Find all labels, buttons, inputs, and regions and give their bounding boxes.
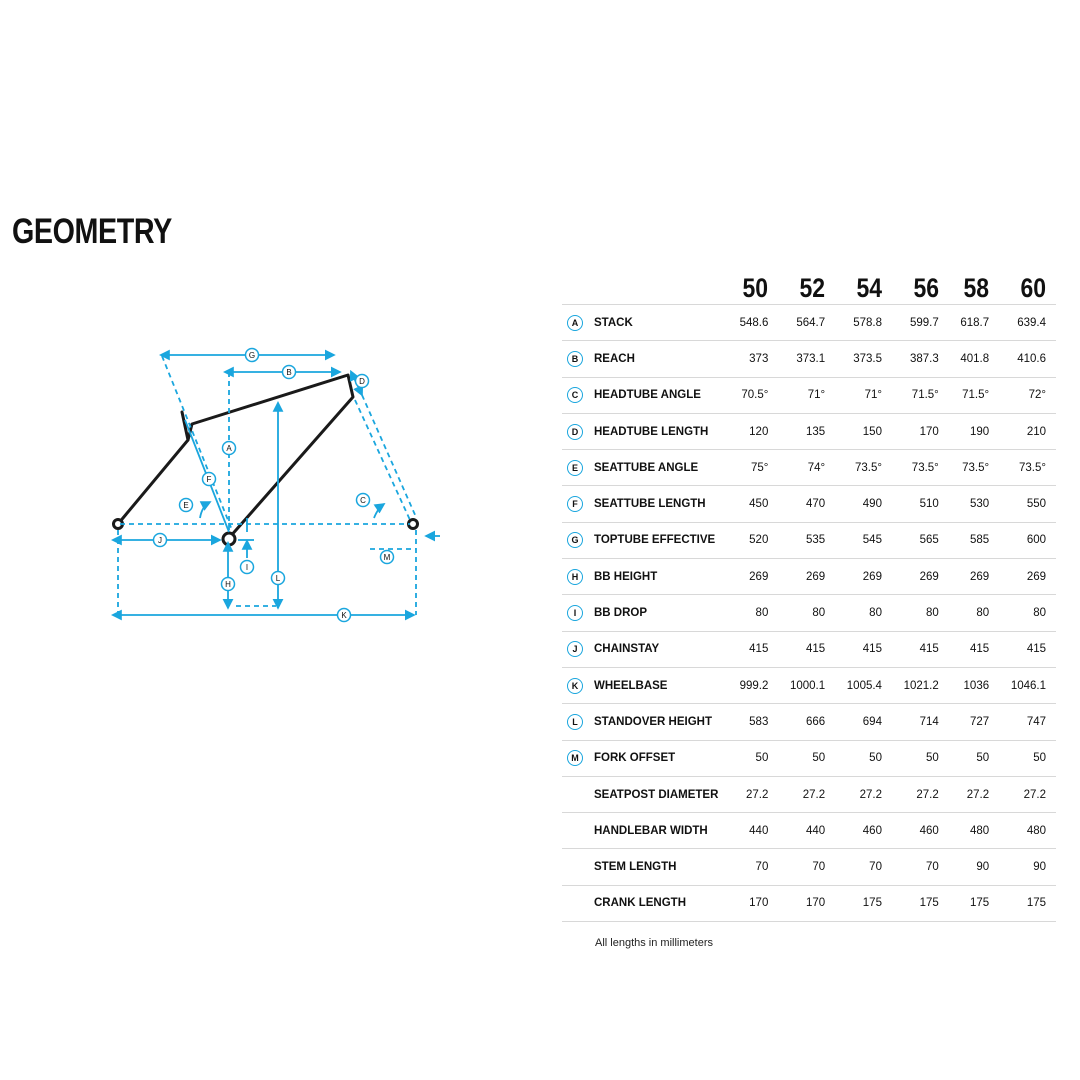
table-cell: 530 xyxy=(949,486,999,522)
table-cell: 27.2 xyxy=(778,776,835,812)
label-h xyxy=(222,578,235,591)
table-cell: 1046.1 xyxy=(999,667,1056,703)
table-cell: 550 xyxy=(999,486,1056,522)
dimension-key-badge: B xyxy=(567,351,583,367)
table-cell: 70.5° xyxy=(728,377,778,413)
table-cell: 618.7 xyxy=(949,305,999,341)
row-badge-cell xyxy=(562,849,586,885)
dimension-key-badge: D xyxy=(567,424,583,440)
table-row xyxy=(562,305,1056,341)
row-label: FORK OFFSET xyxy=(586,740,728,776)
dimension-key-badge: L xyxy=(567,714,583,730)
table-row xyxy=(562,450,1056,486)
dimension-key-badge: J xyxy=(567,641,583,657)
table-cell: 401.8 xyxy=(949,341,999,377)
size-header-row xyxy=(562,262,1056,305)
label-e xyxy=(180,499,193,512)
table-cell: 269 xyxy=(728,559,778,595)
table-cell: 535 xyxy=(778,522,835,558)
table-cell: 73.5° xyxy=(999,450,1056,486)
geometry-table xyxy=(562,262,1056,922)
row-badge-cell xyxy=(562,486,586,522)
dimension-key-badge: K xyxy=(567,678,583,694)
dimension-key-badge: E xyxy=(567,460,583,476)
row-label: STANDOVER HEIGHT xyxy=(586,704,728,740)
size-header: 50 xyxy=(728,262,778,305)
table-cell: 415 xyxy=(728,631,778,667)
table-cell: 694 xyxy=(835,704,892,740)
table-cell: 639.4 xyxy=(999,305,1056,341)
size-header: 54 xyxy=(835,262,892,305)
table-cell: 269 xyxy=(949,559,999,595)
row-badge-cell xyxy=(562,377,586,413)
dimension-key-badge: F xyxy=(567,496,583,512)
table-cell: 269 xyxy=(892,559,949,595)
label-m xyxy=(381,551,394,564)
table-row xyxy=(562,522,1056,558)
table-cell: 80 xyxy=(892,595,949,631)
table-cell: 510 xyxy=(892,486,949,522)
row-badge-cell xyxy=(562,704,586,740)
table-cell: 460 xyxy=(892,813,949,849)
table-cell: 727 xyxy=(949,704,999,740)
row-label: BB HEIGHT xyxy=(586,559,728,595)
size-header: 52 xyxy=(778,262,835,305)
label-a xyxy=(223,442,236,455)
row-label: SEATTUBE ANGLE xyxy=(586,450,728,486)
table-cell: 27.2 xyxy=(999,776,1056,812)
page-title: GEOMETRY xyxy=(12,212,172,251)
row-label: HEADTUBE ANGLE xyxy=(586,377,728,413)
table-row xyxy=(562,559,1056,595)
label-k xyxy=(338,609,351,622)
label-i xyxy=(241,561,254,574)
table-cell: 470 xyxy=(778,486,835,522)
table-cell: 80 xyxy=(835,595,892,631)
table-cell: 73.5° xyxy=(892,450,949,486)
table-cell: 999.2 xyxy=(728,667,778,703)
size-header: 56 xyxy=(892,262,949,305)
table-cell: 150 xyxy=(835,413,892,449)
size-header: 58 xyxy=(949,262,999,305)
table-cell: 170 xyxy=(778,885,835,921)
table-cell: 175 xyxy=(892,885,949,921)
label-j xyxy=(154,534,167,547)
table-row xyxy=(562,341,1056,377)
table-cell: 70 xyxy=(778,849,835,885)
table-cell: 72° xyxy=(999,377,1056,413)
table-cell: 70 xyxy=(728,849,778,885)
label-c xyxy=(357,494,370,507)
row-badge-cell xyxy=(562,631,586,667)
table-cell: 70 xyxy=(835,849,892,885)
table-cell: 74° xyxy=(778,450,835,486)
table-cell: 415 xyxy=(892,631,949,667)
table-cell: 90 xyxy=(949,849,999,885)
row-label: SEATTUBE LENGTH xyxy=(586,486,728,522)
row-label: REACH xyxy=(586,341,728,377)
table-cell: 1036 xyxy=(949,667,999,703)
table-cell: 440 xyxy=(728,813,778,849)
table-cell: 170 xyxy=(892,413,949,449)
table-cell: 50 xyxy=(892,740,949,776)
table-cell: 1000.1 xyxy=(778,667,835,703)
row-badge-cell xyxy=(562,559,586,595)
table-cell: 71° xyxy=(778,377,835,413)
svg-text:I: I xyxy=(245,563,249,572)
table-cell: 80 xyxy=(999,595,1056,631)
row-badge-cell xyxy=(562,305,586,341)
svg-text:E: E xyxy=(183,501,189,510)
table-cell: 410.6 xyxy=(999,341,1056,377)
dimension-key-badge: M xyxy=(567,750,583,766)
dimension-key-badge: C xyxy=(567,387,583,403)
table-cell: 415 xyxy=(949,631,999,667)
dimension-key-badge: G xyxy=(567,532,583,548)
table-cell: 80 xyxy=(949,595,999,631)
table-cell: 583 xyxy=(728,704,778,740)
table-cell: 548.6 xyxy=(728,305,778,341)
table-cell: 480 xyxy=(949,813,999,849)
table-cell: 480 xyxy=(999,813,1056,849)
label-g xyxy=(246,349,259,362)
table-cell: 714 xyxy=(892,704,949,740)
table-cell: 1021.2 xyxy=(892,667,949,703)
row-label: TOPTUBE EFFECTIVE xyxy=(586,522,728,558)
table-cell: 175 xyxy=(835,885,892,921)
table-cell: 170 xyxy=(728,885,778,921)
row-label: STEM LENGTH xyxy=(586,849,728,885)
table-cell: 440 xyxy=(778,813,835,849)
row-badge-cell xyxy=(562,740,586,776)
table-cell: 27.2 xyxy=(835,776,892,812)
table-cell: 175 xyxy=(949,885,999,921)
row-label: BB DROP xyxy=(586,595,728,631)
table-cell: 175 xyxy=(999,885,1056,921)
label-b xyxy=(283,366,296,379)
table-row xyxy=(562,885,1056,921)
svg-text:C: C xyxy=(360,496,366,505)
svg-text:F: F xyxy=(206,475,212,484)
table-cell: 27.2 xyxy=(728,776,778,812)
row-label: HANDLEBAR WIDTH xyxy=(586,813,728,849)
table-row xyxy=(562,849,1056,885)
svg-text:G: G xyxy=(248,351,256,360)
table-cell: 578.8 xyxy=(835,305,892,341)
table-cell: 27.2 xyxy=(892,776,949,812)
units-note: All lengths in millimeters xyxy=(595,937,713,949)
table-cell: 80 xyxy=(728,595,778,631)
table-row xyxy=(562,667,1056,703)
table-cell: 415 xyxy=(999,631,1056,667)
table-cell: 415 xyxy=(835,631,892,667)
table-row xyxy=(562,704,1056,740)
svg-text:B: B xyxy=(286,368,292,377)
table-cell: 27.2 xyxy=(949,776,999,812)
row-badge-cell xyxy=(562,341,586,377)
svg-text:D: D xyxy=(359,377,365,386)
table-cell: 564.7 xyxy=(778,305,835,341)
table-cell: 70 xyxy=(892,849,949,885)
svg-text:J: J xyxy=(158,536,162,545)
table-cell: 450 xyxy=(728,486,778,522)
svg-text:L: L xyxy=(275,574,281,583)
table-cell: 585 xyxy=(949,522,999,558)
table-row xyxy=(562,631,1056,667)
table-cell: 269 xyxy=(999,559,1056,595)
row-badge-cell xyxy=(562,595,586,631)
geometry-rows xyxy=(562,305,1056,922)
size-header: 60 xyxy=(999,262,1056,305)
table-cell: 415 xyxy=(778,631,835,667)
table-row xyxy=(562,413,1056,449)
row-label: STACK xyxy=(586,305,728,341)
row-badge-cell xyxy=(562,667,586,703)
table-cell: 50 xyxy=(949,740,999,776)
row-label: HEADTUBE LENGTH xyxy=(586,413,728,449)
row-badge-cell xyxy=(562,813,586,849)
table-cell: 1005.4 xyxy=(835,667,892,703)
svg-text:H: H xyxy=(225,580,231,589)
table-cell: 71.5° xyxy=(949,377,999,413)
table-cell: 373 xyxy=(728,341,778,377)
table-cell: 71° xyxy=(835,377,892,413)
row-badge-cell xyxy=(562,413,586,449)
table-cell: 269 xyxy=(778,559,835,595)
frame-geometry-diagram xyxy=(100,335,445,630)
table-row xyxy=(562,776,1056,812)
table-cell: 373.1 xyxy=(778,341,835,377)
table-cell: 600 xyxy=(999,522,1056,558)
table-cell: 73.5° xyxy=(835,450,892,486)
table-cell: 50 xyxy=(728,740,778,776)
row-badge-cell xyxy=(562,776,586,812)
row-badge-cell xyxy=(562,450,586,486)
dimension-key-badge: I xyxy=(567,605,583,621)
table-cell: 80 xyxy=(778,595,835,631)
label-d xyxy=(356,375,369,388)
table-row xyxy=(562,486,1056,522)
bike-frame xyxy=(118,375,353,538)
table-cell: 545 xyxy=(835,522,892,558)
svg-text:A: A xyxy=(226,444,232,453)
svg-text:M: M xyxy=(383,553,391,562)
row-badge-cell xyxy=(562,885,586,921)
table-cell: 565 xyxy=(892,522,949,558)
table-row xyxy=(562,595,1056,631)
table-row xyxy=(562,740,1056,776)
table-cell: 373.5 xyxy=(835,341,892,377)
row-label: WHEELBASE xyxy=(586,667,728,703)
table-row xyxy=(562,377,1056,413)
dimension-labels xyxy=(154,349,394,622)
table-cell: 490 xyxy=(835,486,892,522)
table-cell: 75° xyxy=(728,450,778,486)
table-cell: 73.5° xyxy=(949,450,999,486)
table-cell: 190 xyxy=(949,413,999,449)
table-cell: 269 xyxy=(835,559,892,595)
table-cell: 50 xyxy=(835,740,892,776)
table-cell: 71.5° xyxy=(892,377,949,413)
table-cell: 90 xyxy=(999,849,1056,885)
row-label: CHAINSTAY xyxy=(586,631,728,667)
table-cell: 120 xyxy=(728,413,778,449)
table-cell: 50 xyxy=(999,740,1056,776)
table-cell: 387.3 xyxy=(892,341,949,377)
table-cell: 50 xyxy=(778,740,835,776)
table-cell: 599.7 xyxy=(892,305,949,341)
svg-text:K: K xyxy=(341,611,347,620)
table-cell: 666 xyxy=(778,704,835,740)
label-l xyxy=(272,572,285,585)
dimension-key-badge: H xyxy=(567,569,583,585)
table-cell: 520 xyxy=(728,522,778,558)
row-badge-cell xyxy=(562,522,586,558)
row-label: CRANK LENGTH xyxy=(586,885,728,921)
table-cell: 747 xyxy=(999,704,1056,740)
dimension-key-badge: A xyxy=(567,315,583,331)
table-row xyxy=(562,813,1056,849)
label-f xyxy=(203,473,216,486)
table-cell: 460 xyxy=(835,813,892,849)
table-cell: 210 xyxy=(999,413,1056,449)
table-cell: 135 xyxy=(778,413,835,449)
row-label: SEATPOST DIAMETER xyxy=(586,776,728,812)
